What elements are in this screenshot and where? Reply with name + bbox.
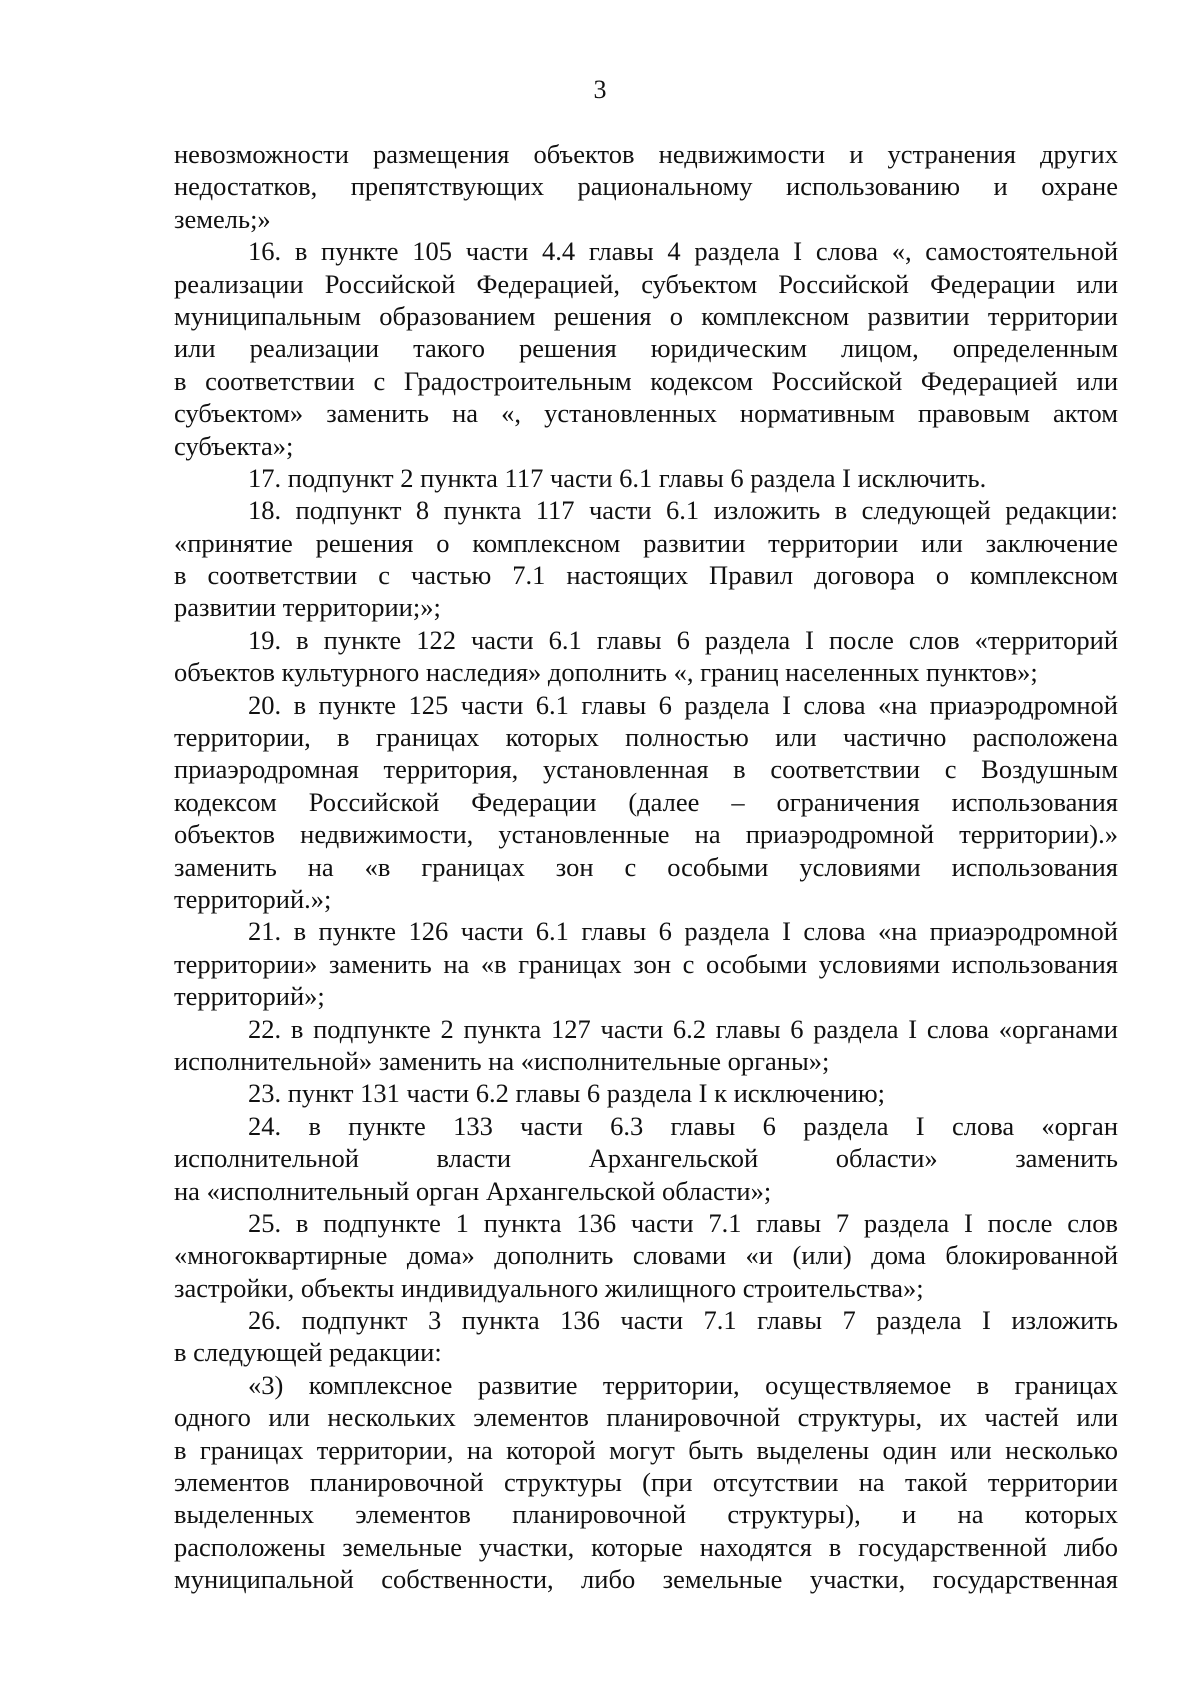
text-line: расположены земельные участки, которые находятся в государственной либо bbox=[174, 1531, 1118, 1562]
paragraph bbox=[174, 689, 1118, 916]
text-line: 26. подпункт 3 пункта 136 части 7.1 главы 7 раздела I изложить bbox=[248, 1305, 1118, 1336]
text-line: развитии территории;»; bbox=[174, 592, 441, 623]
paragraph bbox=[174, 494, 1118, 624]
text-line: 20. в пункте 125 части 6.1 главы 6 раздела I слова «на приаэродромной bbox=[248, 689, 1118, 720]
paragraph bbox=[174, 1304, 1118, 1369]
text-line: 22. в подпункте 2 пункта 127 части 6.2 главы 6 раздела I слова «органами bbox=[248, 1013, 1118, 1044]
text-line: муниципальным образованием решения о комплексном развитии территории bbox=[174, 300, 1118, 331]
text-line: приаэродромная территория, установленная в соответствии с Воздушным bbox=[174, 754, 1118, 785]
text-line: недостатков, препятствующих рациональному использованию и охране bbox=[174, 171, 1118, 202]
paragraph bbox=[174, 1013, 1118, 1078]
paragraph bbox=[174, 462, 1118, 494]
text-line: в границах территории, на которой могут быть выделены один или несколько bbox=[174, 1434, 1118, 1465]
text-line: 17. подпункт 2 пункта 117 части 6.1 главы 6 раздела I исключить. bbox=[248, 462, 987, 493]
text-line: объектов культурного наследия» дополнить «, границ населенных пунктов»; bbox=[174, 657, 1038, 688]
text-line: «многоквартирные дома» дополнить словами «и (или) дома блокированной bbox=[174, 1240, 1118, 1271]
text-line: в соответствии с частью 7.1 настоящих Правил договора о комплексном bbox=[174, 560, 1118, 591]
paragraph bbox=[174, 1207, 1118, 1304]
text-line: заменить на «в границах зон с особыми условиями использования bbox=[174, 851, 1118, 882]
text-line: территории, в границах которых полностью или частично расположена bbox=[174, 722, 1118, 753]
text-line: территорий.»; bbox=[174, 883, 332, 914]
text-line: муниципальной собственности, либо земельные участки, государственная bbox=[174, 1564, 1118, 1595]
text-line: 18. подпункт 8 пункта 117 части 6.1 изложить в следующей редакции: bbox=[248, 495, 1118, 526]
text-line: «принятие решения о комплексном развитии территории или заключение bbox=[174, 527, 1118, 558]
text-line: объектов недвижимости, установленные на приаэродромной территории).» bbox=[174, 819, 1118, 850]
text-line: «3) комплексное развитие территории, осуществляемое в границах bbox=[248, 1369, 1118, 1400]
text-line: в следующей редакции: bbox=[174, 1337, 442, 1368]
text-line: 21. в пункте 126 части 6.1 главы 6 раздела I слова «на приаэродромной bbox=[248, 916, 1118, 947]
text-line: 24. в пункте 133 части 6.3 главы 6 раздела I слова «орган bbox=[248, 1110, 1118, 1141]
paragraph bbox=[174, 235, 1118, 462]
text-line: одного или нескольких элементов планировочной структуры, их частей или bbox=[174, 1402, 1118, 1433]
page-number: 3 bbox=[593, 75, 607, 104]
text-line: невозможности размещения объектов недвижимости и устранения других bbox=[174, 139, 1118, 169]
paragraph bbox=[174, 1369, 1118, 1596]
text-line: или реализации такого решения юридическим лицом, определенным bbox=[174, 333, 1118, 364]
text-line: 25. в подпункте 1 пункта 136 части 7.1 главы 7 раздела I после слов bbox=[248, 1207, 1118, 1238]
text-line: в соответствии с Градостроительным кодексом Российской Федерацией или bbox=[174, 365, 1118, 396]
text-line: территорий»; bbox=[174, 981, 325, 1012]
paragraph bbox=[174, 915, 1118, 1012]
text-line: элементов планировочной структуры (при отсутствии на такой территории bbox=[174, 1467, 1118, 1498]
text-line: субъектом» заменить на «, установленных нормативным правовым актом bbox=[174, 398, 1118, 429]
paragraph bbox=[174, 1110, 1118, 1207]
text-line: застройки, объекты индивидуального жилищного строительства»; bbox=[174, 1272, 924, 1303]
text-line: исполнительной» заменить на «исполнительные органы»; bbox=[174, 1045, 830, 1076]
text-line: территории» заменить на «в границах зон с особыми условиями использования bbox=[174, 948, 1118, 979]
text-line: на «исполнительный орган Архангельской области»; bbox=[174, 1175, 772, 1206]
text-line: исполнительной власти Архангельской области» заменить bbox=[174, 1143, 1118, 1174]
text-line: 19. в пункте 122 части 6.1 главы 6 раздела I после слов «территорий bbox=[248, 624, 1118, 655]
text-line: 16. в пункте 105 части 4.4 главы 4 раздела I слова «, самостоятельной bbox=[248, 236, 1118, 267]
text-line: субъекта»; bbox=[174, 430, 294, 461]
paragraph bbox=[174, 1077, 1118, 1109]
text-line: 23. пункт 131 части 6.2 главы 6 раздела I к исключению; bbox=[248, 1078, 886, 1109]
paragraph bbox=[174, 138, 1118, 235]
text-line: кодексом Российской Федерации (далее – ограничения использования bbox=[174, 786, 1118, 817]
paragraph bbox=[174, 624, 1118, 689]
text-line: реализации Российской Федерацией, субъектом Российской Федерации или bbox=[174, 268, 1118, 299]
text-line: выделенных элементов планировочной структуры), и на которых bbox=[174, 1499, 1118, 1530]
document-body bbox=[174, 138, 1118, 1596]
text-line: земель;» bbox=[174, 203, 271, 234]
